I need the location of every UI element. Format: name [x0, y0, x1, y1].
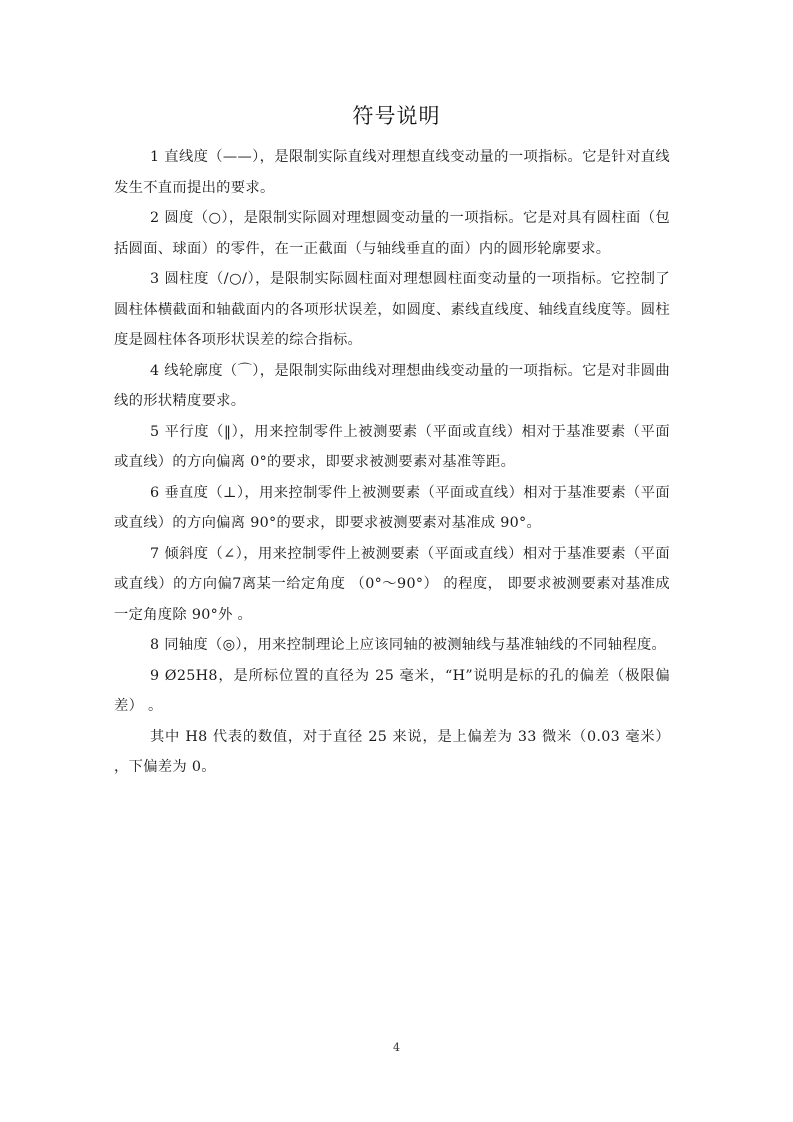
paragraph-straightness: 1 直线度（——），是限制实际直线对理想直线变动量的一项指标。它是针对直线发生不直而提出的要求。 — [114, 149, 670, 196]
paragraph-parallelism: 5 平行度（‖），用来控制零件上被测要素（平面或直线）相对于基准要素（平面或直线）的方向偏离 0°的要求，即要求被测要素对基准等距。 — [114, 423, 670, 470]
paragraph-perpendicularity: 6 垂直度（⊥），用来控制零件上被测要素（平面或直线）相对于基准要素（平面或直线）的方向偏离 90°的要求，即要求被测要素对基准成 90°。 — [114, 484, 670, 531]
paragraph-deviation-values: 其中 H8 代表的数值，对于直径 25 来说，是上偏差为 33 微米（0.03 毫米） ，下偏差为 0。 — [114, 728, 670, 775]
paragraph-tolerance-h8: 9 Ø25H8，是所标位置的直径为 25 毫米，“H”说明是标的孔的偏差（极限偏差） 。 — [114, 667, 670, 714]
paragraph-cylindricity: 3 圆柱度（/○/），是限制实际圆柱面对理想圆柱面变动量的一项指标。它控制了圆柱体横截面和轴截面内的各项形状误差，如圆度、素线直线度、轴线直线度等。圆柱度是圆柱体各项形状误差的综合指标。 — [114, 271, 670, 348]
paragraph-line-profile: 4 线轮廓度（⌒），是限制实际曲线对理想曲线变动量的一项指标。它是对非圆曲线的形状精度要求。 — [114, 362, 670, 409]
paragraph-angularity: 7 倾斜度（∠），用来控制零件上被测要素（平面或直线）相对于基准要素（平面或直线）的方向偏7离某一给定角度 （0°～90°） 的程度， 即要求被测要素对基准成一定角度除 90°外 。 — [114, 545, 670, 623]
page-number: 4 — [393, 1041, 400, 1054]
paragraph-coaxiality: 8 同轴度（◎），用来控制理论上应该同轴的被测轴线与基准轴线的不同轴程度。 — [150, 637, 667, 653]
page-title: 符号说明 — [352, 104, 441, 128]
paragraph-roundness: 2 圆度（○），是限制实际圆对理想圆变动量的一项指标。它是对具有圆柱面（包括圆面、球面）的零件，在一正截面（与轴线垂直的面）内的圆形轮廓要求。 — [114, 210, 670, 257]
document-body — [114, 142, 670, 783]
